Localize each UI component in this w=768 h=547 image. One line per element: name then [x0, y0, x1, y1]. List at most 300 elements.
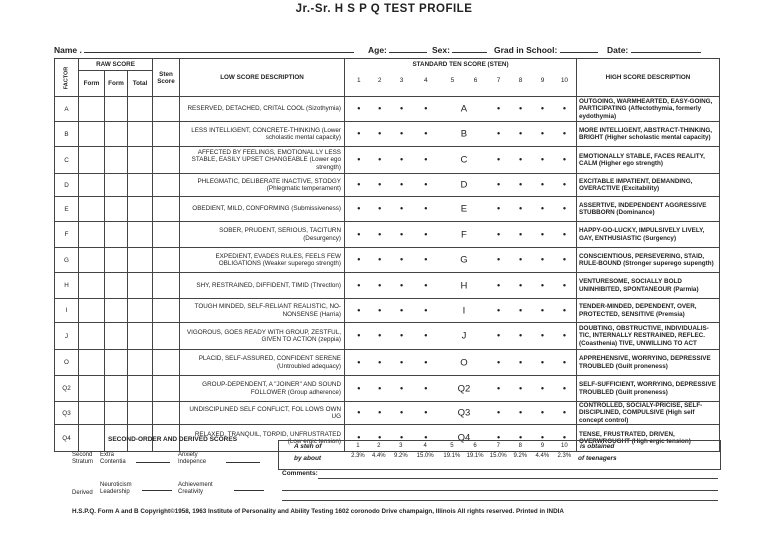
profile-row	[55, 323, 720, 350]
total-cell[interactable]	[128, 273, 153, 299]
sten-point[interactable]: •	[357, 330, 361, 341]
age-field[interactable]	[368, 44, 427, 55]
factor-header: FACTOR	[55, 59, 79, 97]
sten-point[interactable]: •	[497, 254, 501, 265]
percent-sten-number: 10	[561, 443, 568, 449]
factor-label: Q4	[55, 425, 79, 452]
sten-point[interactable]: •	[540, 179, 545, 190]
form1-cell[interactable]	[79, 425, 105, 452]
sten-scale[interactable]	[345, 350, 577, 376]
sten-scale[interactable]	[345, 273, 577, 299]
sten-point[interactable]: •	[518, 407, 523, 418]
factor-marker: F	[461, 229, 467, 240]
sten-point[interactable]: •	[540, 128, 545, 139]
sten-point[interactable]: •	[424, 103, 428, 114]
factor-label: C	[55, 147, 79, 174]
form1-header: Form	[79, 71, 105, 97]
sten-point[interactable]: •	[562, 305, 567, 315]
sten-point[interactable]: •	[424, 128, 428, 139]
achievement-blank[interactable]	[234, 490, 264, 491]
sten-score-cell[interactable]	[153, 197, 180, 222]
sten-point[interactable]: •	[424, 203, 428, 214]
factor-label: F	[55, 222, 79, 248]
total-cell[interactable]	[128, 174, 153, 197]
sten-point[interactable]: •	[562, 280, 567, 290]
low-score-desc: PHLEGMATIC, DELIBERATE INACTIVE, STODGY (Phlegmatic temperament)	[180, 174, 345, 197]
sten-point[interactable]: •	[562, 254, 567, 265]
by-about-label: by about	[294, 455, 322, 462]
profile-row	[55, 174, 720, 197]
sten-point[interactable]: •	[378, 305, 382, 315]
comments-label: Comments:	[282, 470, 318, 477]
factor-marker: Q4	[457, 432, 471, 444]
high-score-desc: TENSE, FRUSTRATED, DRIVEN, OVERWROUGHT (High ergic tension)	[577, 425, 720, 452]
low-score-desc: OBEDIENT, MILD, CONFORMING (Submissiveness)	[180, 197, 345, 222]
factor-marker: Q2	[457, 383, 471, 394]
name-field[interactable]	[54, 44, 354, 55]
anxiety-label: Anxiety Indepence	[178, 452, 207, 465]
factor-marker: J	[461, 330, 467, 342]
profile-row	[55, 350, 720, 376]
grad-field[interactable]	[494, 44, 598, 55]
low-score-desc: LESS INTELLIGENT, CONCRETE-THINKING (Lower scholastic mental capacity)	[180, 122, 345, 147]
sten-point[interactable]: •	[357, 254, 361, 265]
profile-row	[55, 122, 720, 147]
sten-point[interactable]: •	[518, 103, 523, 114]
sten-numbers	[345, 71, 577, 97]
high-score-desc: TENDER-MINDED, DEPENDENT, OVER, PROTECTED, SENSITIVE (Premsia)	[577, 299, 720, 323]
sten-point[interactable]: •	[540, 103, 545, 114]
sten-point[interactable]: •	[518, 330, 523, 341]
sten-point[interactable]: •	[540, 229, 545, 239]
sten-point[interactable]: •	[400, 432, 404, 443]
low-score-desc: PLACID, SELF-ASSURED, CONFIDENT SERENE (Untroubled adequacy)	[180, 350, 345, 376]
sten-scale[interactable]	[345, 97, 577, 122]
form1-cell[interactable]	[79, 122, 105, 147]
form2-cell[interactable]	[105, 299, 128, 323]
sten-scale[interactable]	[345, 197, 577, 222]
profile-row	[55, 222, 720, 248]
sten-header: STANDARD TEN SCORE (STEN)	[345, 59, 577, 71]
factor-label: I	[55, 299, 79, 323]
percent-sten-number: 8	[518, 443, 522, 449]
sten-point[interactable]: •	[357, 407, 361, 418]
sten-number: 5	[450, 76, 455, 84]
total-cell[interactable]	[128, 197, 153, 222]
profile-row	[55, 402, 720, 425]
sten-score-cell[interactable]	[153, 376, 180, 402]
sten-point[interactable]: •	[400, 383, 404, 393]
factor-label: B	[55, 122, 79, 147]
sten-point[interactable]: •	[357, 383, 361, 393]
form2-cell[interactable]	[105, 197, 128, 222]
sten-point[interactable]: •	[497, 432, 501, 443]
high-score-desc: DOUBTING, OBSTRUCTIVE, INDIVIDUALIS-TIC, INTERNALLY RESTRAINED, REFLEC. (Coasthenia) TIVE, UNWILLING TO ACT	[577, 323, 720, 350]
high-score-desc: APPREHENSIVE, WORRYING, DEPRESSIVE TROUBLED (Guilt proneness)	[577, 350, 720, 376]
copyright-text: H.S.P.Q. Form A and B Copyright©1958, 1963 Institute of Personality and Ability Testing 1602 coronodo Drive champaign, Illinois All rights reserved. Printed in INDIA	[72, 508, 564, 515]
form1-cell[interactable]	[79, 222, 105, 248]
total-cell[interactable]	[128, 147, 153, 174]
sten-point[interactable]: •	[562, 432, 567, 443]
sten-point[interactable]: •	[540, 305, 545, 315]
factor-label: J	[55, 323, 79, 350]
sten-point[interactable]: •	[497, 203, 501, 214]
achievement-label: Achievement Creativity	[178, 482, 213, 495]
sten-point[interactable]: •	[562, 407, 567, 418]
sten-point[interactable]: •	[540, 254, 545, 265]
sten-point[interactable]: •	[357, 432, 361, 443]
form2-cell[interactable]	[105, 122, 128, 147]
sten-point[interactable]: •	[400, 179, 404, 190]
sex-field[interactable]	[432, 44, 487, 55]
anxiety-blank[interactable]	[226, 462, 260, 463]
sten-point[interactable]: •	[357, 103, 361, 114]
sten-point[interactable]: •	[400, 229, 404, 239]
sten-scale[interactable]	[345, 376, 577, 402]
sten-point[interactable]: •	[497, 330, 501, 341]
profile-row	[55, 197, 720, 222]
total-cell[interactable]	[128, 376, 153, 402]
sten-scale[interactable]	[345, 323, 577, 350]
sten-point[interactable]: •	[540, 432, 545, 443]
sten-point[interactable]: •	[378, 254, 382, 265]
sten-number: 1	[357, 76, 361, 84]
sten-point[interactable]: •	[540, 357, 545, 367]
sten-point[interactable]: •	[378, 229, 382, 239]
sten-score-cell[interactable]	[153, 273, 180, 299]
grad-label: Grad in School:	[494, 45, 558, 55]
profile-row	[55, 299, 720, 323]
form1-cell[interactable]	[79, 174, 105, 197]
sten-point[interactable]: •	[540, 280, 545, 290]
sten-point[interactable]: •	[562, 229, 567, 239]
sten-point[interactable]: •	[400, 407, 404, 418]
percent-value: 2.3%	[557, 453, 572, 459]
is-obtained-label: is obtained	[580, 443, 615, 450]
sten-scale[interactable]	[345, 248, 577, 273]
sten-score-cell[interactable]	[153, 222, 180, 248]
low-score-desc: SHY, RESTRAINED, DIFFIDENT, TIMID (Threctlon)	[180, 273, 345, 299]
form1-cell[interactable]	[79, 197, 105, 222]
sten-point[interactable]: •	[424, 407, 428, 418]
total-cell[interactable]	[128, 222, 153, 248]
name-label: Name .	[54, 45, 82, 55]
percent-sten-number: 3	[399, 443, 403, 449]
extra-contentia-label: Extra Contentia	[100, 452, 126, 465]
sten-point[interactable]: •	[540, 407, 545, 418]
sten-point[interactable]: •	[562, 330, 567, 341]
percent-value: 9.2%	[393, 453, 408, 459]
percent-sten-number: 6	[473, 443, 477, 449]
factor-marker: D	[460, 179, 468, 191]
sten-point[interactable]: •	[497, 229, 501, 239]
sten-point[interactable]: •	[540, 330, 545, 341]
sten-point[interactable]: •	[497, 357, 501, 367]
sten-point[interactable]: •	[400, 357, 404, 367]
sten-point[interactable]: •	[518, 280, 523, 290]
total-cell[interactable]	[128, 97, 153, 122]
sten-point[interactable]: •	[518, 357, 523, 367]
sex-label: Sex:	[432, 45, 450, 55]
high-score-desc: SELF-SUFFICIENT, WORRYING, DEPRESSIVE TROUBLED (Guilt proneness)	[577, 376, 720, 402]
factor-marker: C	[460, 154, 468, 166]
sten-point[interactable]: •	[400, 154, 404, 165]
sten-point[interactable]: •	[540, 154, 545, 165]
sten-point[interactable]: •	[540, 383, 545, 393]
high-score-desc: MORE INTELLIGENT, ABSTRACT-THINKING, BRIGHT (Higher scholastic mental capacity)	[577, 122, 720, 147]
sten-point[interactable]: •	[562, 179, 567, 190]
low-score-header: LOW SCORE DESCRIPTION	[180, 59, 345, 97]
form2-cell[interactable]	[105, 147, 128, 174]
sten-point[interactable]: •	[400, 203, 404, 214]
percent-value: 15.0%	[489, 453, 507, 459]
sten-point[interactable]: •	[424, 179, 428, 190]
comments-line-2[interactable]	[282, 490, 718, 491]
form2-cell[interactable]	[105, 174, 128, 197]
total-cell[interactable]	[128, 323, 153, 350]
sten-point[interactable]: •	[424, 154, 428, 165]
sten-number: 6	[473, 76, 478, 84]
high-score-desc: VENTURESOME, SOCIALLY BOLD UNINHIBITED, SPONTANEOUR (Parmia)	[577, 273, 720, 299]
neuroticism-blank[interactable]	[142, 490, 172, 491]
form1-cell[interactable]	[79, 299, 105, 323]
sten-point[interactable]: •	[562, 154, 567, 165]
teenagers-label: of teenagers	[578, 455, 617, 462]
sten-score-cell[interactable]	[153, 323, 180, 350]
factor-label: E	[55, 197, 79, 222]
extra-blank[interactable]	[136, 462, 170, 463]
sten-score-cell[interactable]	[153, 248, 180, 273]
high-score-desc: HAPPY-GO-LUCKY, IMPULSIVELY LIVELY, GAY, ENTHUSIASTIC (Surgency)	[577, 222, 720, 248]
high-score-desc: EMOTIONALLY STABLE, FACES REALITY, CALM (Higher ego strength)	[577, 147, 720, 174]
percent-value: 19.1%	[466, 453, 484, 459]
form1-cell[interactable]	[79, 273, 105, 299]
comments-line-3[interactable]	[282, 500, 718, 501]
sten-point[interactable]: •	[540, 203, 545, 214]
sten-point[interactable]: •	[424, 254, 428, 265]
sten-point[interactable]: •	[497, 154, 501, 165]
total-cell[interactable]	[128, 402, 153, 425]
sten-point[interactable]: •	[357, 203, 361, 214]
sten-point[interactable]: •	[518, 383, 523, 393]
sten-point[interactable]: •	[378, 330, 382, 341]
sten-score-cell[interactable]	[153, 350, 180, 376]
form1-cell[interactable]	[79, 323, 105, 350]
low-score-desc: TOUGH MINDED, SELF-RELIANT REALISTIC, NO-NONSENSE (Harria)	[180, 299, 345, 323]
form1-cell[interactable]	[79, 402, 105, 425]
low-score-desc: EXPEDIENT, EVADES RULES, FEELS FEW OBLIGATIONS (Weaker superego strength)	[180, 248, 345, 273]
form2-cell[interactable]	[105, 248, 128, 273]
sten-point[interactable]: •	[378, 407, 382, 418]
factor-marker: Q3	[457, 407, 471, 419]
sten-point[interactable]: •	[378, 357, 382, 367]
percent-sten-number: 5	[450, 443, 454, 449]
factor-marker: B	[460, 128, 468, 140]
neuroticism-label: Neuroticism Leadership	[100, 482, 132, 495]
raw-score-header: RAW SCORE	[79, 59, 153, 71]
sten-point[interactable]: •	[497, 128, 501, 139]
sten-point[interactable]: •	[378, 203, 382, 214]
sten-point[interactable]: •	[357, 128, 361, 139]
profile-row	[55, 273, 720, 299]
sten-point[interactable]: •	[400, 254, 404, 265]
sten-point[interactable]: •	[424, 229, 428, 239]
factor-label: D	[55, 174, 79, 197]
sten-point[interactable]: •	[562, 103, 567, 114]
sten-point[interactable]: •	[357, 305, 361, 315]
sten-scale[interactable]	[345, 222, 577, 248]
sten-point[interactable]: •	[518, 254, 523, 265]
form2-cell[interactable]	[105, 222, 128, 248]
sten-point[interactable]: •	[497, 179, 501, 190]
sten-point[interactable]: •	[400, 280, 404, 290]
form1-cell[interactable]	[79, 97, 105, 122]
sten-point[interactable]: •	[497, 103, 501, 114]
derived-label: Derived	[72, 490, 93, 496]
sten-percent-box	[278, 440, 721, 470]
percent-value: 4.4%	[535, 453, 550, 459]
sten-point[interactable]: •	[562, 203, 567, 214]
sten-score-cell[interactable]	[153, 174, 180, 197]
profile-table	[54, 58, 720, 452]
low-score-desc: UNDISCIPLINED SELF CONFLICT, FOL LOWS OWN UG	[180, 402, 345, 425]
low-score-desc: RELAXED, TRANQUIL, TORPID, UNFRUSTRATED (Low ergic tension)	[180, 425, 345, 452]
high-score-desc: EXCITABLE IMPATIENT, DEMANDING, OVERACTIVE (Excitability)	[577, 174, 720, 197]
profile-row	[55, 376, 720, 402]
sten-scale[interactable]	[345, 174, 577, 197]
sten-score-cell[interactable]	[153, 402, 180, 425]
sten-point[interactable]: •	[400, 128, 404, 139]
sten-point[interactable]: •	[497, 305, 501, 315]
percent-sten-number: 9	[540, 443, 545, 449]
sten-point[interactable]: •	[400, 305, 404, 315]
sten-point[interactable]: •	[424, 357, 428, 367]
sten-point[interactable]: •	[357, 229, 361, 239]
profile-row	[55, 248, 720, 273]
total-cell[interactable]	[128, 122, 153, 147]
sten-score-cell[interactable]	[153, 122, 180, 147]
percent-value: 2.3%	[351, 453, 365, 459]
sten-point[interactable]: •	[378, 128, 382, 139]
form2-cell[interactable]	[105, 402, 128, 425]
percent-sten-number: 1	[356, 443, 360, 449]
sten-point[interactable]: •	[378, 432, 382, 443]
sten-point[interactable]: •	[357, 357, 361, 367]
percent-sten-number: 4	[423, 443, 427, 449]
form2-header: Form	[105, 71, 128, 97]
sten-scale[interactable]	[345, 147, 577, 174]
sten-number: 7	[496, 76, 501, 84]
sten-point[interactable]: •	[562, 383, 567, 393]
form2-cell[interactable]	[105, 376, 128, 402]
date-field[interactable]	[607, 44, 701, 55]
sten-point[interactable]: •	[424, 305, 428, 315]
sten-scale[interactable]	[345, 402, 577, 425]
second-order-title: SECOND-ORDER AND DERIVED SCORES	[108, 436, 238, 443]
sten-point[interactable]: •	[497, 383, 501, 393]
sten-point[interactable]: •	[378, 154, 382, 165]
low-score-desc: AFFECTED BY FEELINGS, EMOTIONAL LY LESS STABLE, EASILY UPSET CHANGEABLE (Lower ego strength)	[180, 147, 345, 174]
profile-row	[55, 147, 720, 174]
high-score-desc: CONSCIENTIOUS, PERSEVERING, STAID, RULE-BOUND (Stronger superego supength)	[577, 248, 720, 273]
sten-point[interactable]: •	[424, 432, 428, 443]
factor-label: A	[55, 97, 79, 122]
sten-point[interactable]: •	[518, 154, 523, 165]
sten-point[interactable]: •	[400, 103, 404, 114]
sten-point[interactable]: •	[357, 179, 361, 190]
form1-cell[interactable]	[79, 376, 105, 402]
percent-sten-number: 2	[377, 443, 381, 449]
sten-point[interactable]: •	[378, 179, 382, 190]
sten-point[interactable]: •	[378, 103, 382, 114]
low-score-desc: RESERVED, DETACHED, CRITAL COOL (Sizothymia)	[180, 97, 345, 122]
sten-score-cell[interactable]	[153, 147, 180, 174]
low-score-desc: SOBER, PRUDENT, SERIOUS, TACITURN (Desurgency)	[180, 222, 345, 248]
sten-point[interactable]: •	[400, 330, 404, 341]
sten-point[interactable]: •	[357, 280, 361, 290]
date-label: Date:	[607, 45, 629, 55]
form2-cell[interactable]	[105, 350, 128, 376]
sten-point[interactable]: •	[378, 280, 382, 290]
form2-cell[interactable]	[105, 273, 128, 299]
sten-score-header: Sten Score	[153, 59, 180, 97]
sten-point[interactable]: •	[497, 280, 501, 290]
sten-point[interactable]: •	[518, 203, 523, 214]
sten-point[interactable]: •	[518, 229, 523, 239]
form2-cell[interactable]	[105, 97, 128, 122]
comments-line-1[interactable]	[318, 478, 718, 479]
form1-cell[interactable]	[79, 350, 105, 376]
total-cell[interactable]	[128, 248, 153, 273]
sten-scale[interactable]	[345, 299, 577, 323]
sten-scale[interactable]	[345, 122, 577, 147]
total-header: Total	[128, 71, 153, 97]
sten-of-label: A sten of	[294, 443, 322, 450]
sten-point[interactable]: •	[518, 432, 523, 443]
sten-point[interactable]: •	[562, 128, 567, 139]
form1-cell[interactable]	[79, 248, 105, 273]
sten-point[interactable]: •	[518, 179, 523, 190]
high-score-desc: CONTROLLED, SOCIALY-PRICISE, SELF-DISCIPLINED, COMPULSIVE (High self concept control)	[577, 402, 720, 425]
sten-number: 10	[560, 76, 569, 84]
factor-label: H	[55, 273, 79, 299]
percent-value: 4.4%	[371, 453, 386, 459]
sten-score-cell[interactable]	[153, 97, 180, 122]
factor-marker: H	[460, 280, 468, 291]
high-score-desc: ASSERTIVE, INDEPENDENT AGGRESSIVE STUBBORN (Dominance)	[577, 197, 720, 222]
sten-score-cell[interactable]	[153, 299, 180, 323]
sten-point[interactable]: •	[497, 407, 501, 418]
high-score-desc: OUTGOING, WARMHEARTED, EASY-GOING, PARTICIPATING (Affectothymia, formerly eydothymia)	[577, 97, 720, 122]
sten-point[interactable]: •	[424, 330, 428, 341]
form2-cell[interactable]	[105, 323, 128, 350]
page-title: Jr.-Sr. H S P Q TEST PROFILE	[295, 3, 473, 15]
sten-point[interactable]: •	[357, 154, 361, 165]
factor-label: Q2	[55, 376, 79, 402]
factor-marker: I	[462, 305, 466, 316]
total-cell[interactable]	[128, 299, 153, 323]
sten-point[interactable]: •	[378, 383, 382, 393]
second-stratum-label: Second Stratum	[72, 452, 94, 465]
form1-cell[interactable]	[79, 147, 105, 174]
sten-point[interactable]: •	[518, 305, 523, 315]
total-cell[interactable]	[128, 350, 153, 376]
sten-point[interactable]: •	[562, 357, 567, 367]
sten-point[interactable]: •	[424, 383, 428, 393]
sten-point[interactable]: •	[518, 128, 523, 139]
profile-row	[55, 97, 720, 122]
sten-point[interactable]: •	[424, 280, 428, 290]
